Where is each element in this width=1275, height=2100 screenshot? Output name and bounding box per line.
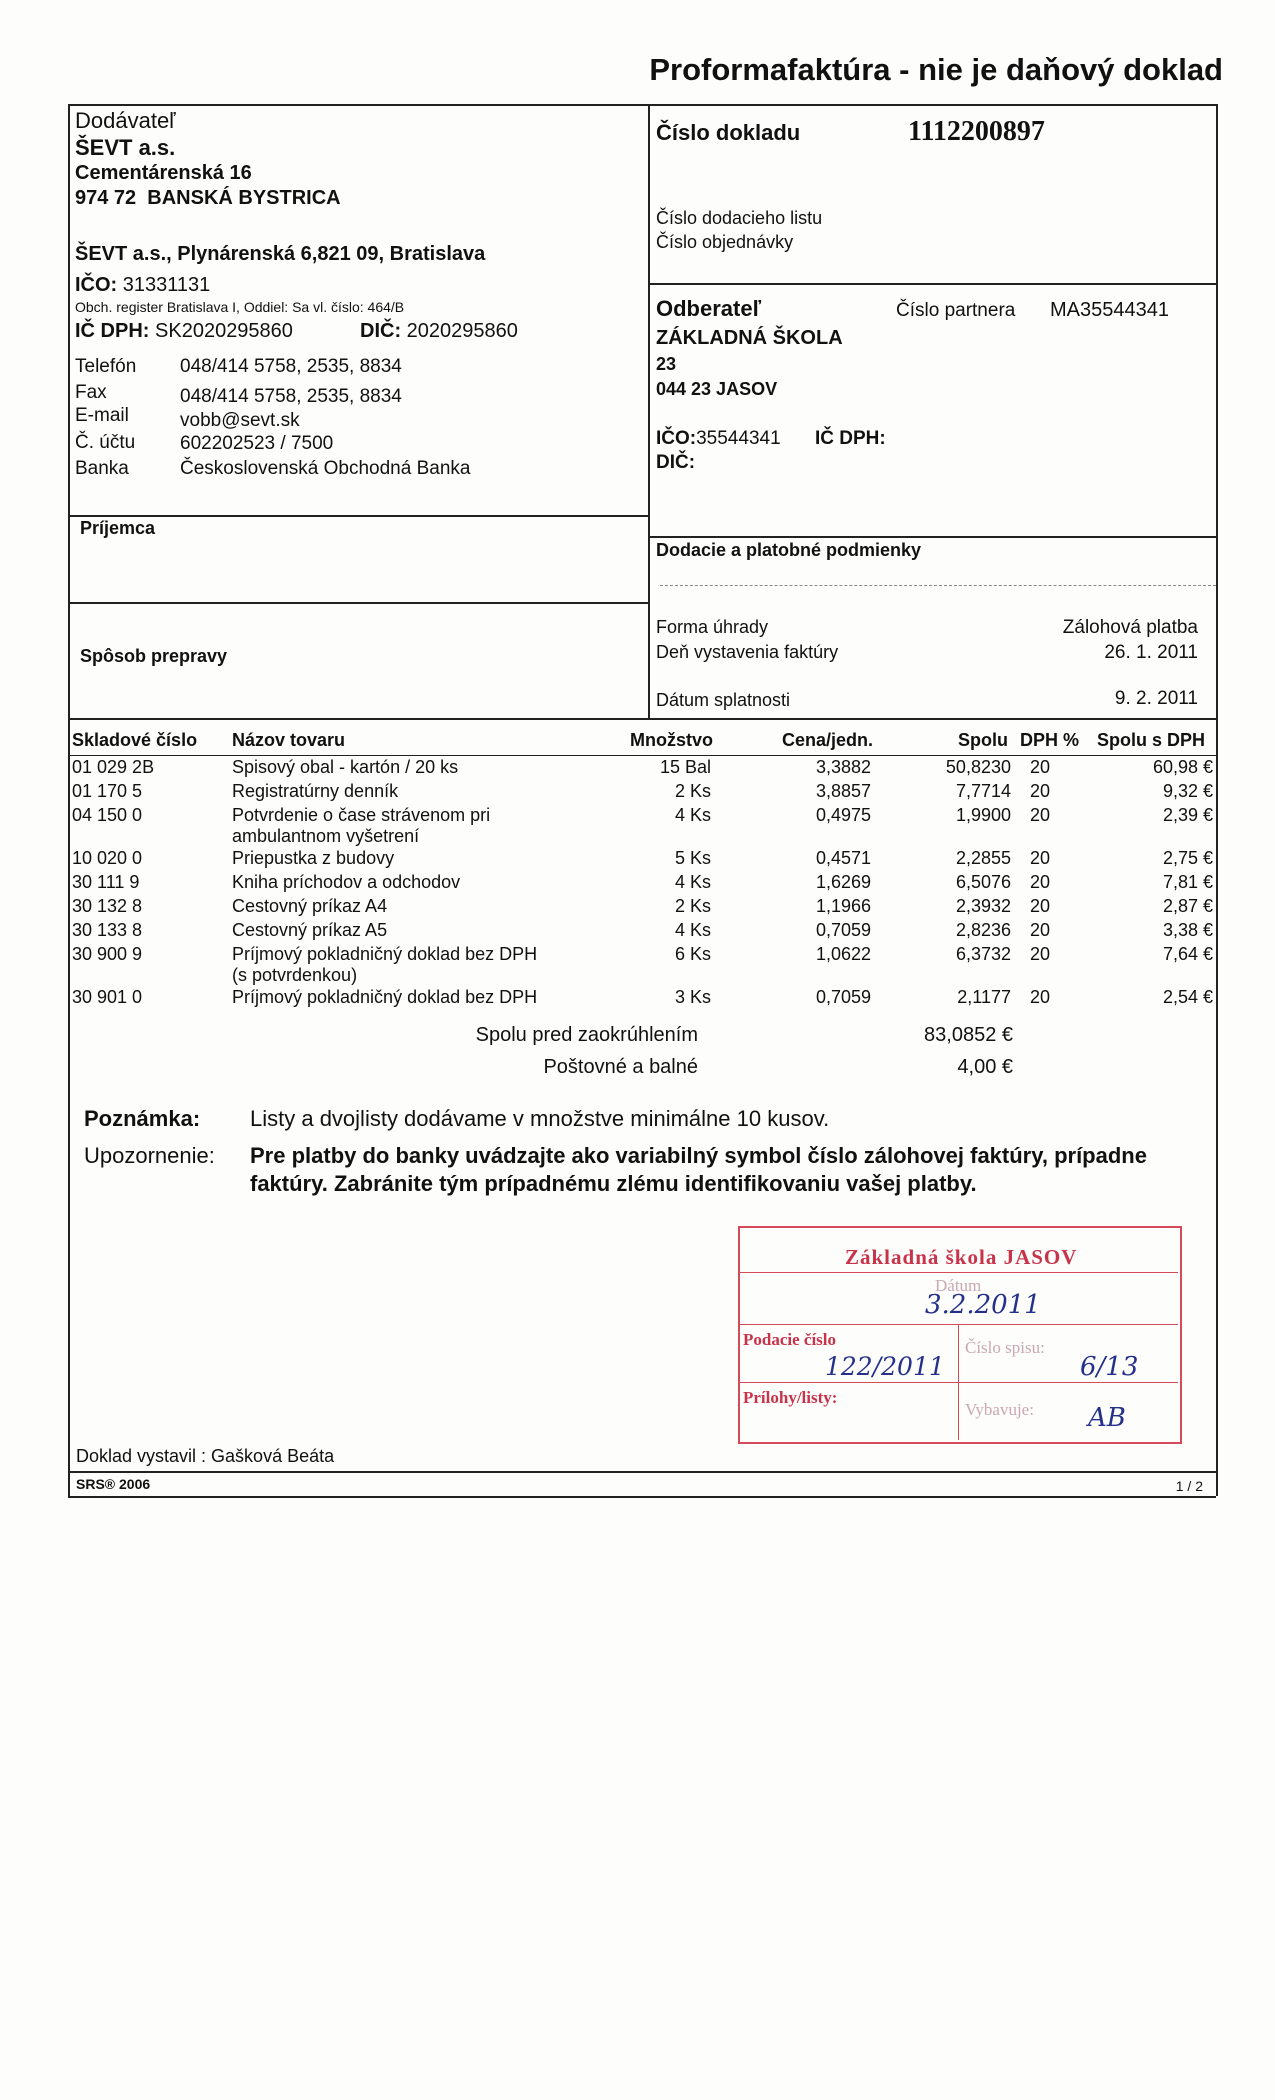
cell-name: Kniha príchodov a odchodov [232,872,461,892]
cell-price: 1,1966 [815,896,871,916]
supplier-register: Obch. register Bratislava I, Oddiel: Sa vl. číslo: 464/B [75,299,405,315]
cell-total-vat: 60,98 € [1152,757,1213,777]
doc-number: 1112200897 [908,116,1045,147]
cell-code: 30 133 8 [72,920,143,940]
col-header-code: Skladové číslo [72,730,198,750]
cell-vat: 20 [1030,805,1051,825]
cell-code: 10 020 0 [72,848,143,868]
supplier-name: ŠEVT a.s. [75,135,176,160]
frame-right-line [1216,104,1218,1496]
supplier-dic-row [360,320,518,343]
cell-total: 2,3932 [955,896,1011,916]
supplier-icdph: SK2020295860 [155,320,293,342]
cell-name-continued: ambulantnom vyšetrení [232,826,420,846]
postage-label: Poštovné a balné [543,1056,698,1078]
supplier-street: Cementárenská 16 [75,162,252,184]
supplier-ico-row [75,274,210,297]
cell-code: 04 150 0 [72,805,143,825]
supplier-dic: 2020295860 [406,320,518,342]
cell-name: Registratúrny denník [232,781,399,801]
cell-total: 50,8230 [945,757,1011,777]
cell-qty: 3 Ks [674,987,711,1007]
frame-middle-line [648,104,650,718]
cell-qty: 2 Ks [674,896,711,916]
supplier-ico-label: IČO: [75,274,118,296]
cell-total-vat: 2,75 € [1162,848,1213,868]
order-number-label: Číslo objednávky [656,232,794,252]
contact-label-account: Č. účtu [75,432,136,453]
cell-vat: 20 [1030,757,1051,777]
cell-total: 1,9900 [955,805,1011,825]
cell-name: Príjmový pokladničný doklad bez DPH [232,944,538,964]
customer-ico: 35544341 [696,428,781,449]
subtotal-value: 83,0852 € [924,1024,1013,1046]
col-header-qty: Množstvo [630,730,713,750]
cell-total: 2,2855 [955,848,1011,868]
supplier-city: 974 72 BANSKÁ BYSTRICA [75,187,341,209]
customer-ico-label: IČO: [656,428,697,449]
delivery-note-label: Číslo dodacieho listu [656,208,823,228]
document-title: Proformafaktúra - nie je daňový doklad [649,52,1223,87]
cell-qty: 2 Ks [674,781,711,801]
cell-name: Príjmový pokladničný doklad bez DPH [232,987,538,1007]
frame-left-line [68,104,70,1496]
customer-name: ZÁKLADNÁ ŠKOLA [656,327,843,349]
table-top-line [68,718,1216,720]
cell-total: 7,7714 [955,781,1011,801]
cell-code: 30 132 8 [72,896,143,916]
col-header-vat: DPH % [1020,730,1080,750]
supplier-icdph-row [75,320,293,343]
cell-total-vat: 7,81 € [1162,872,1213,892]
cell-vat: 20 [1030,920,1051,940]
stamp-spis-label: Číslo spisu: [965,1338,1045,1357]
warning-line-1: Pre platby do banky uvádzajte ako variabilný symbol číslo zálohovej faktúry, prípadne [250,1143,1147,1168]
cell-price: 1,6269 [815,872,871,892]
cell-price: 0,4571 [815,848,871,868]
stamp-reg-value: 122/2011 [825,1352,945,1381]
cell-name: Cestovný príkaz A4 [232,896,388,916]
transport-label: Spôsob prepravy [80,646,228,666]
terms-top-line [648,536,1216,538]
supplier-dic-label: DIČ: [360,320,402,342]
stamp-divider [958,1324,959,1440]
cell-code: 30 900 9 [72,944,143,964]
software-label: SRS® 2006 [76,1476,151,1492]
cell-total: 6,5076 [955,872,1011,892]
cell-vat: 20 [1030,848,1051,868]
stamp-line-1 [738,1272,1178,1273]
cell-vat: 20 [1030,872,1051,892]
cell-total: 2,8236 [955,920,1011,940]
cell-qty: 4 Ks [674,805,711,825]
cell-name-continued: (s potvrdenkou) [232,965,358,985]
issue-date-label: Deň vystavenia faktúry [656,642,839,662]
stamp-date-value: 3.2.2011 [925,1290,1041,1320]
contact-label-bank: Banka [75,458,129,479]
warning-label: Upozornenie: [84,1143,215,1168]
transport-top-line [68,602,648,604]
contact-label-fax: Fax [75,382,107,403]
customer-ico-row [656,428,781,450]
cell-name: Potvrdenie o čase strávenom pri [232,805,491,825]
footer-top-line [68,1471,1216,1473]
stamp-reg-label: Podacie číslo [743,1330,837,1349]
note-text: Listy a dvojlisty dodávame v množstve minimálne 10 kusov. [250,1106,830,1131]
cell-total: 2,1177 [957,987,1011,1007]
cell-vat: 20 [1030,896,1051,916]
cell-total-vat: 7,64 € [1162,944,1213,964]
warning-line-2: faktúry. Zabránite tým prípadnému zlému identifikovaniu vašej platby. [250,1171,977,1196]
col-header-name: Názov tovaru [232,730,346,750]
customer-heading: Odberateľ [656,296,762,321]
stamp-handler-label: Vybavuje: [965,1400,1034,1419]
cell-price: 0,7059 [815,987,871,1007]
col-header-total: Spolu [958,730,1008,750]
customer-icdph-label: IČ DPH: [815,428,886,449]
cell-total-vat: 9,32 € [1162,781,1213,801]
supplier-ico: 31331131 [122,274,211,296]
cell-name: Cestovný príkaz A5 [232,920,388,940]
footer-bottom-line [68,1496,1216,1498]
contact-value-bank: Československá Obchodná Banka [180,458,471,479]
stamp-attachments-label: Prílohy/listy: [743,1388,838,1407]
cell-name: Spisový obal - kartón / 20 ks [232,757,459,777]
terms-rule-line [660,585,1216,586]
cell-price: 0,7059 [815,920,871,940]
recipient-top-line [68,515,648,517]
frame-top-line [68,104,1216,106]
cell-total-vat: 2,39 € [1162,805,1213,825]
cell-qty: 4 Ks [674,872,711,892]
col-header-total-vat: Spolu s DPH [1097,730,1206,750]
contact-value-account: 602202523 / 7500 [180,433,334,454]
cell-price: 0,4975 [815,805,871,825]
due-date-label: Dátum splatnosti [656,690,791,710]
cell-code: 30 901 0 [72,987,143,1007]
subtotal-label: Spolu pred zaokrúhlením [475,1024,698,1046]
customer-dic-label: DIČ: [656,452,696,473]
stamp-title: Základná škola JASOV [845,1245,1078,1269]
contact-value-email[interactable]: vobb@sevt.sk [180,410,300,431]
customer-street: 23 [656,354,677,374]
table-header-line [68,755,1216,756]
contact-value-phone: 048/414 5758, 2535, 8834 [180,356,402,377]
cell-total: 6,3732 [955,944,1011,964]
cell-qty: 15 Bal [659,757,711,777]
contact-value-fax: 048/414 5758, 2535, 8834 [180,386,402,407]
cell-total-vat: 2,87 € [1162,896,1213,916]
stamp-date-label: Dátum [935,1276,982,1295]
customer-city: 044 23 JASOV [656,379,778,399]
stamp-handler-value: AB [1088,1403,1126,1433]
partner-label: Číslo partnera [896,300,1016,321]
cell-code: 30 111 9 [72,872,140,892]
payment-form-label: Forma úhrady [656,617,769,637]
contact-label-email: E-mail [75,405,129,426]
note-label: Poznámka: [84,1106,201,1131]
cell-code: 01 170 5 [72,781,143,801]
col-header-price: Cena/jedn. [782,730,874,750]
cell-code: 01 029 2B [72,757,155,777]
supplier-icdph-label: IČ DPH: [75,320,150,342]
terms-heading: Dodacie a platobné podmienky [656,540,922,560]
cell-price: 1,0622 [815,944,871,964]
cell-qty: 5 Ks [674,848,711,868]
due-date: 9. 2. 2011 [1114,688,1198,709]
issued-by: Doklad vystavil : Gašková Beáta [76,1446,335,1466]
doc-number-label: Číslo dokladu [656,120,801,145]
supplier-heading: Dodávateľ [75,108,176,133]
stamp-spis-value: 6/13 [1080,1352,1139,1382]
customer-top-line [648,283,1216,285]
cell-vat: 20 [1030,987,1051,1007]
issue-date: 26. 1. 2011 [1104,642,1198,663]
cell-price: 3,8857 [815,781,871,801]
cell-qty: 4 Ks [674,920,711,940]
cell-name: Priepustka z budovy [232,848,395,868]
contact-label-phone: Telefón [75,356,137,377]
cell-vat: 20 [1030,944,1051,964]
cell-qty: 6 Ks [674,944,711,964]
supplier-branch: ŠEVT a.s., Plynárenská 6,821 09, Bratislava [75,243,486,265]
cell-price: 3,3882 [815,757,871,777]
recipient-heading: Príjemca [80,518,156,538]
payment-form: Zálohová platba [1062,617,1198,638]
page-indicator: 1 / 2 [1175,1478,1203,1494]
cell-vat: 20 [1030,781,1051,801]
postage-value: 4,00 € [957,1056,1013,1078]
partner-number: MA35544341 [1050,299,1169,321]
cell-total-vat: 3,38 € [1162,920,1213,940]
cell-total-vat: 2,54 € [1162,987,1213,1007]
